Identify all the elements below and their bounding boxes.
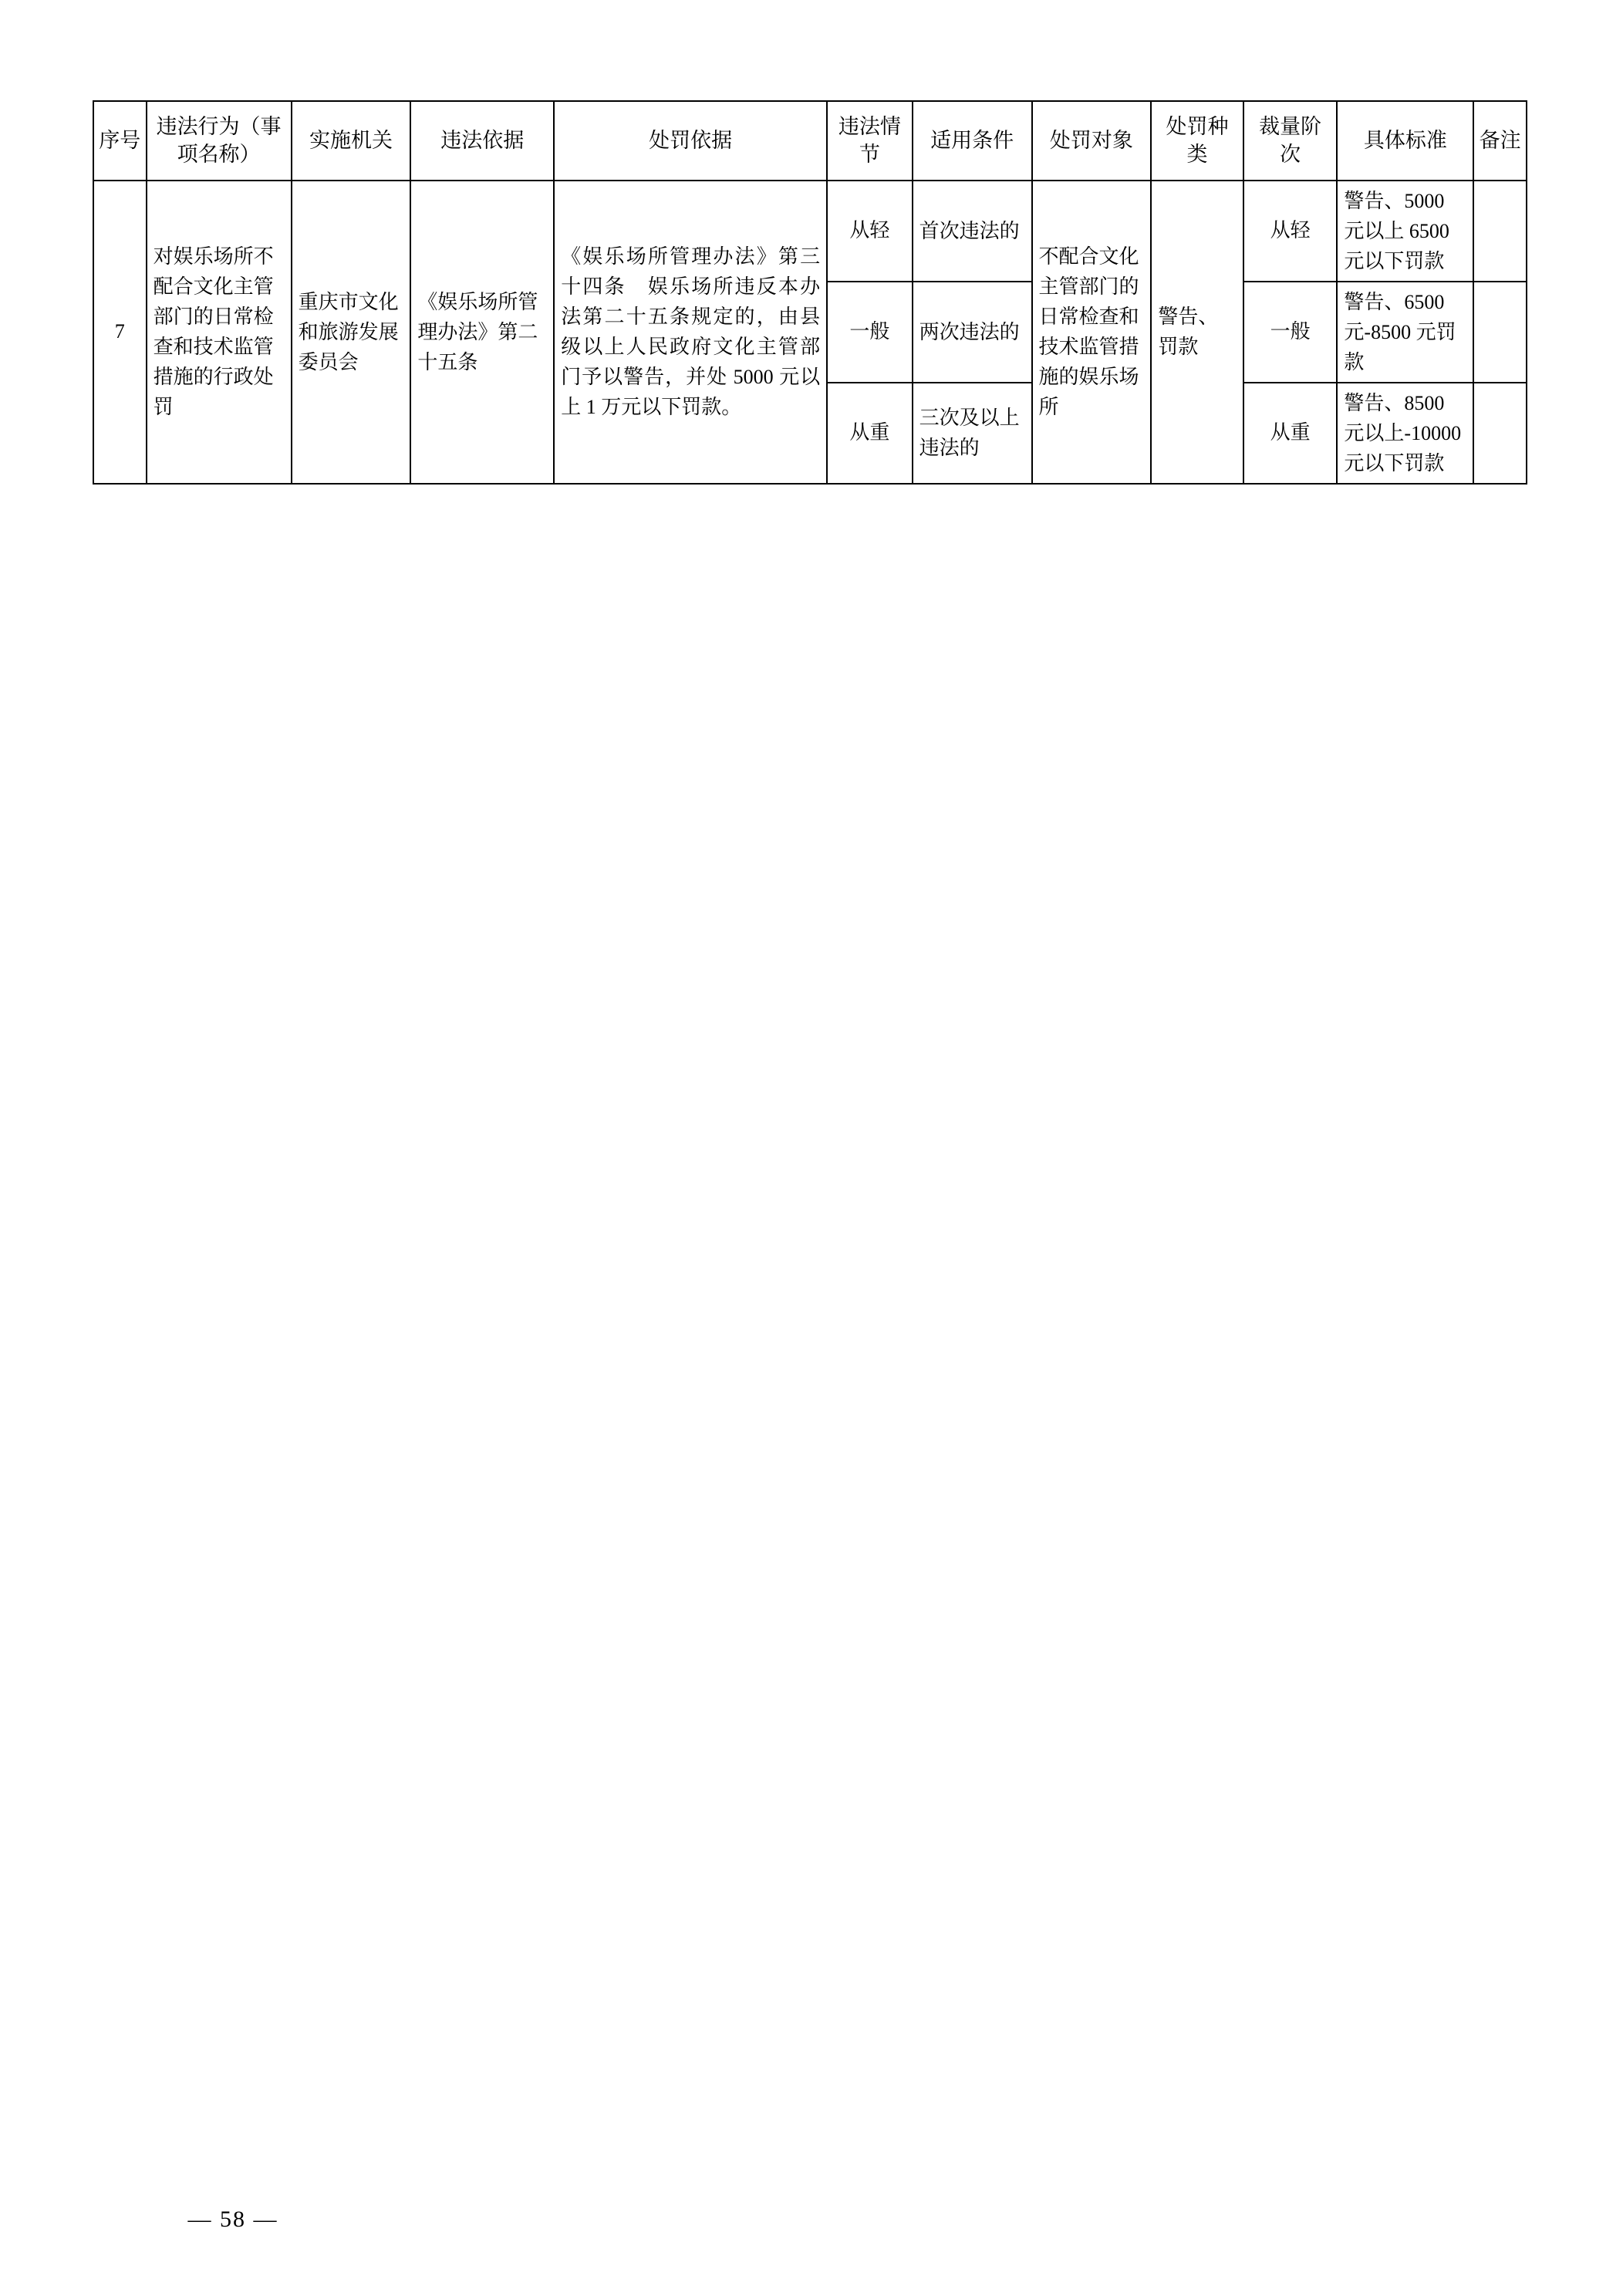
cell-circumstance: 一般 <box>827 282 913 383</box>
header-org: 实施机关 <box>292 101 411 181</box>
header-seq: 序号 <box>93 101 147 181</box>
cell-basis-text: 《娱乐场所管理办法》第二十五条 <box>417 290 538 373</box>
cell-object <box>1032 181 1152 484</box>
cell-condition-text: 首次违法的 <box>919 219 1020 242</box>
cell-standard-text: 警告、5000 元以上 6500 元以下罚款 <box>1344 189 1449 272</box>
cell-stage: 从重 <box>1243 383 1338 484</box>
cell-act-text: 对娱乐场所不配合文化主管部门的日常检查和技术监管措施的行政处罚 <box>153 245 274 419</box>
cell-penalty-basis-text: 《娱乐场所管理办法》第三十四条 娱乐场所违反本办法第二十五条规定的，由县级以上人民政府文化主管部门予以警告，并处 5000 元以上 1 万元以下罚款。 <box>561 245 821 419</box>
header-standard: 具体标准 <box>1337 101 1473 181</box>
cell-penalty-type <box>1151 181 1243 484</box>
page-number: — 58 — <box>187 2207 278 2232</box>
header-penalty-basis: 处罚依据 <box>554 101 827 181</box>
cell-seq: 7 <box>93 181 147 484</box>
cell-org-text: 重庆市文化和旅游发展委员会 <box>298 290 399 373</box>
cell-stage: 一般 <box>1243 282 1338 383</box>
header-penalty-type: 处罚种类 <box>1151 101 1243 181</box>
cell-condition-text: 三次及以上违法的 <box>919 407 1020 460</box>
cell-object-text: 不配合文化主管部门的日常检查和技术监管措施的娱乐场所 <box>1038 245 1139 419</box>
table-header-row <box>93 101 1527 181</box>
cell-condition-text: 两次违法的 <box>919 320 1020 343</box>
cell-standard-text: 警告、8500 元以上-10000 元以下罚款 <box>1344 391 1462 474</box>
cell-standard <box>1337 282 1473 383</box>
cell-standard <box>1337 181 1473 282</box>
cell-note <box>1473 282 1527 383</box>
header-circumstance: 违法情节 <box>827 101 913 181</box>
cell-penalty-basis <box>554 181 827 484</box>
cell-condition <box>913 383 1032 484</box>
cell-standard-text: 警告、6500 元-8500 元罚款 <box>1344 290 1456 373</box>
header-stage: 裁量阶次 <box>1243 101 1338 181</box>
cell-basis <box>410 181 554 484</box>
table-row <box>93 181 1527 282</box>
cell-stage: 从轻 <box>1243 181 1338 282</box>
page-footer <box>0 2207 1623 2233</box>
cell-circumstance: 从轻 <box>827 181 913 282</box>
cell-condition <box>913 282 1032 383</box>
header-note: 备注 <box>1473 101 1527 181</box>
cell-penalty-type-text: 警告、罚款 <box>1158 306 1219 359</box>
header-object: 处罚对象 <box>1032 101 1152 181</box>
cell-note <box>1473 181 1527 282</box>
discretion-standards-table <box>93 100 1527 485</box>
cell-standard <box>1337 383 1473 484</box>
header-basis: 违法依据 <box>410 101 554 181</box>
cell-note <box>1473 383 1527 484</box>
cell-act <box>147 181 292 484</box>
cell-circumstance: 从重 <box>827 383 913 484</box>
cell-org <box>292 181 411 484</box>
cell-condition <box>913 181 1032 282</box>
header-act: 违法行为（事项名称） <box>147 101 292 181</box>
header-condition: 适用条件 <box>913 101 1032 181</box>
